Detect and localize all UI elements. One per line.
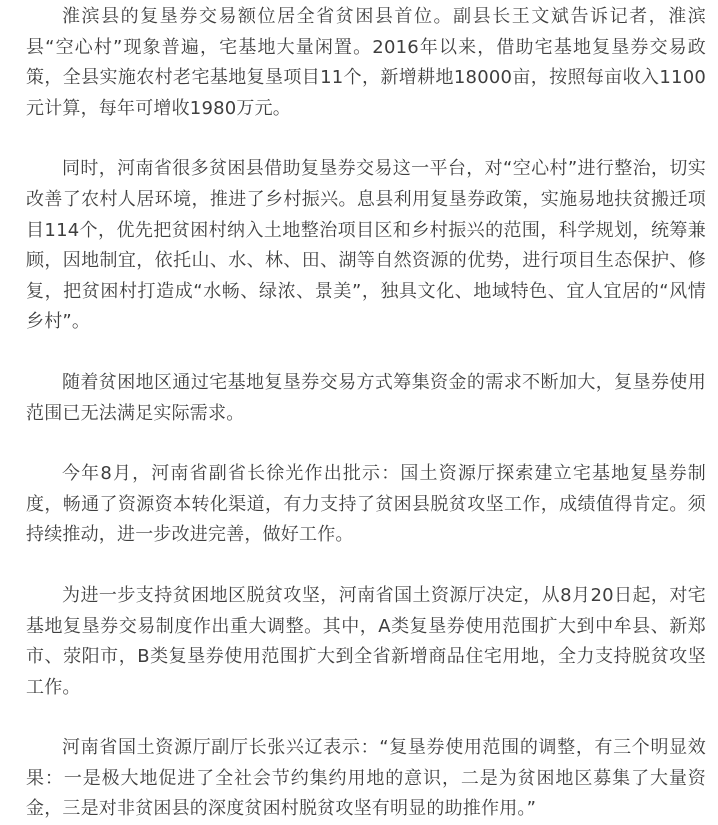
article-paragraph-1: 淮滨县的复垦券交易额位居全省贫困县首位。副县长王文斌告诉记者，淮滨县“空心村”现象普遍，宅基地大量闲置。2016年以来，借助宅基地复垦券交易政策，全县实施农村老宅基地复垦项目11个，新增耕地18000亩，按照每亩收入1100元计算，每年可增收1980万元。 (26, 6, 706, 119)
article-paragraph-6: 河南省国土资源厅副厅长张兴辽表示：“复垦券使用范围的调整，有三个明显效果：一是极大地促进了全社会节约集约用地的意识，二是为贫困地区募集了大量资金，三是对非贫困县的深度贫困村脱贫攻坚有明显的助推作用。” (26, 737, 706, 820)
article-paragraph-3: 随着贫困地区通过宅基地复垦券交易方式筹集资金的需求不断加大，复垦券使用范围已无法满足实际需求。 (26, 371, 706, 424)
article-paragraph-2: 同时，河南省很多贫困县借助复垦券交易这一平台，对“空心村”进行整治，切实改善了农村人居环境，推进了乡村振兴。息县利用复垦券政策，实施易地扶贫搬迁项目114个，优先把贫困村纳入土地整治项目区和乡村振兴的范围，科学规划，统筹兼顾，因地制宜，依托山、水、林、田、湖等自然资源的优势，进行项目生态保护、修复，把贫困村打造成“水畅、绿浓、景美”，独具文化、地域特色、宜人宜居的“风情乡村”。 (26, 158, 706, 333)
article-paragraph-4: 今年8月，河南省副省长徐光作出批示：国土资源厅探索建立宅基地复垦券制度，畅通了资源资本转化渠道，有力支持了贫困县脱贫攻坚工作，成绩值得肯定。须持续推动，进一步改进完善，做好工作。 (26, 463, 706, 546)
article-paragraph-5: 为进一步支持贫困地区脱贫攻坚，河南省国土资源厅决定，从8月20日起，对宅基地复垦券交易制度作出重大调整。其中，A类复垦券使用范围扩大到中牟县、新郑市、荥阳市，B类复垦券使用范围扩大到全省新增商品住宅用地，全力支持脱贫攻坚工作。 (26, 584, 706, 698)
